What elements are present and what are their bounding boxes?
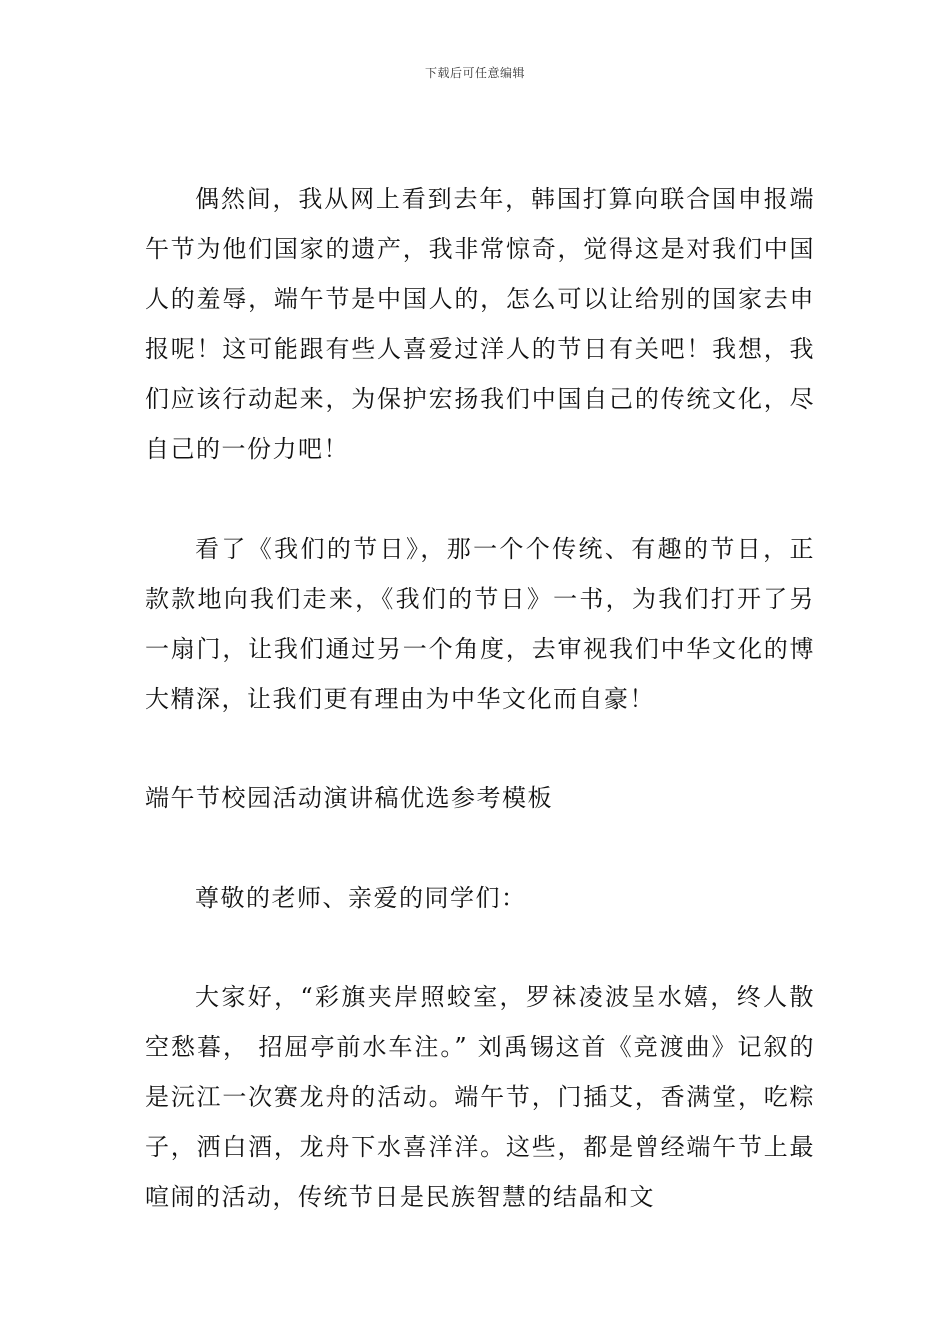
salutation: 尊敬的老师、亲爱的同学们： [195,884,527,912]
paragraph-our-festivals: 看了《我们的节日》，那一个个传统、有趣的节日，正款款地向我们走来，《我们的节日》一书，为我们打开了另一扇门，让我们通过另一个角度，去审视我们中华文化的博大精深，让我们更有理由为中华文化而自豪！ [145,535,815,713]
paragraph-korea-application: 偶然间，我从网上看到去年，韩国打算向联合国申报端午节为他们国家的遗产，我非常惊奇，觉得这是对我们中国人的羞辱，端午节是中国人的，怎么可以让给别的国家去申报呢！这可能跟有些人喜爱过洋人的节日有关吧！我想，我们应该行动起来，为保护宏扬我们中国自己的传统文化，尽自己的一份力吧！ [145,185,815,463]
section-title: 端午节校园活动演讲稿优选参考模板 [145,784,553,812]
page-header: 下载后可任意编辑 [424,66,525,80]
paragraph-greeting-speech: 大家好，“彩旗夹岸照蛟室，罗袜凌波呈水嬉，终人散空愁暮， 招屈亭前水车注。” 刘禹锡这首《竞渡曲》记叙的是沅江一次赛龙舟的活动。端午节，门插艾，香满堂，吃粽子，洒白酒，龙舟下水喜洋洋。这些，都是曾经端午节上最喧闹的活动，传统节日是民族智慧的结晶和文 [145,983,815,1211]
